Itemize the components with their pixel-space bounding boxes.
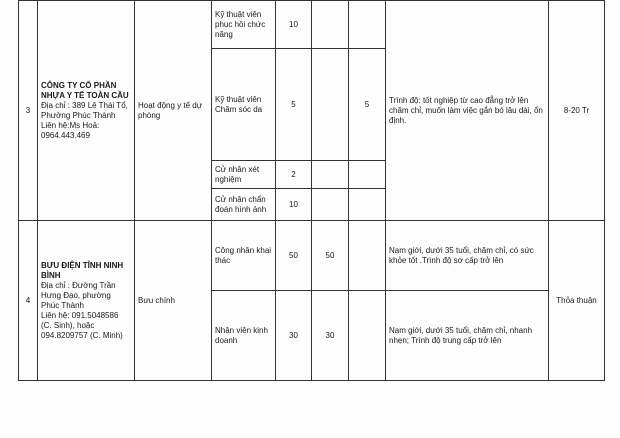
requirement-cell: Nam giới, dưới 35 tuổi, chăm chỉ, có sức khỏe tốt .Trình độ sơ cấp trở lên xyxy=(386,221,549,291)
position-quantity-2 xyxy=(312,49,349,161)
position-title: Kỹ thuật viên Chăm sóc da xyxy=(212,49,276,161)
position-quantity-3 xyxy=(349,291,386,381)
row-number: 3 xyxy=(19,1,38,221)
company-contact: Liên hệ: 091.5048586 (C. Sinh), hoặc 094.8209757 (C. Minh) xyxy=(41,310,123,340)
table-row xyxy=(19,1,605,49)
company-name: CÔNG TY CỔ PHẦN NHỰA Y TẾ TOÀN CẦU xyxy=(41,80,129,100)
position-quantity: 50 xyxy=(276,221,312,291)
business-field: Bưu chính xyxy=(135,221,212,381)
position-quantity: 10 xyxy=(276,1,312,49)
position-quantity-3 xyxy=(349,161,386,189)
position-quantity: 5 xyxy=(276,49,312,161)
company-cell xyxy=(38,1,135,221)
business-field: Hoạt động y tế dự phòng xyxy=(135,1,212,221)
position-quantity-3 xyxy=(349,1,386,49)
requirement-cell: Nam giới, dưới 35 tuổi, chăm chỉ, nhanh nhẹn; Trình độ trung cấp trở lên xyxy=(386,291,549,381)
position-quantity-2: 30 xyxy=(312,291,349,381)
recruitment-table xyxy=(18,0,605,381)
position-title: Cử nhân xét nghiệm xyxy=(212,161,276,189)
position-quantity-3 xyxy=(349,189,386,221)
position-quantity: 10 xyxy=(276,189,312,221)
salary-cell: Thỏa thuận xyxy=(549,221,605,381)
position-quantity-3 xyxy=(349,221,386,291)
table-row xyxy=(19,221,605,291)
position-quantity: 30 xyxy=(276,291,312,381)
company-contact: Liên hệ:Ms Hoả: 0964.443.469 xyxy=(41,120,100,140)
row-number: 4 xyxy=(19,221,38,381)
company-address: Địa chỉ : 389 Lê Thái Tổ, Phường Phúc Thành xyxy=(41,100,128,120)
position-quantity-2 xyxy=(312,189,349,221)
position-quantity-2: 50 xyxy=(312,221,349,291)
position-quantity-3: 5 xyxy=(349,49,386,161)
requirement-cell: Trình độ: tốt nghiệp từ cao đẳng trở lên chăm chỉ, muốn làm việc gắn bó lâu dài, ổn định. xyxy=(386,1,549,221)
position-quantity: 2 xyxy=(276,161,312,189)
company-address: Địa chỉ : Đường Trần Hưng Đạo, phường Phúc Thành xyxy=(41,280,116,310)
position-title: Công nhân khai thác xyxy=(212,221,276,291)
position-quantity-2 xyxy=(312,1,349,49)
company-cell xyxy=(38,221,135,381)
salary-cell: 8-20 Tr xyxy=(549,1,605,221)
company-name: BƯU ĐIỆN TỈNH NINH BÌNH xyxy=(41,260,124,280)
position-title: Kỹ thuật viên phục hồi chức năng xyxy=(212,1,276,49)
position-quantity-2 xyxy=(312,161,349,189)
position-title: Cử nhân chẩn đoán hình ảnh xyxy=(212,189,276,221)
position-title: Nhân viên kinh doanh xyxy=(212,291,276,381)
